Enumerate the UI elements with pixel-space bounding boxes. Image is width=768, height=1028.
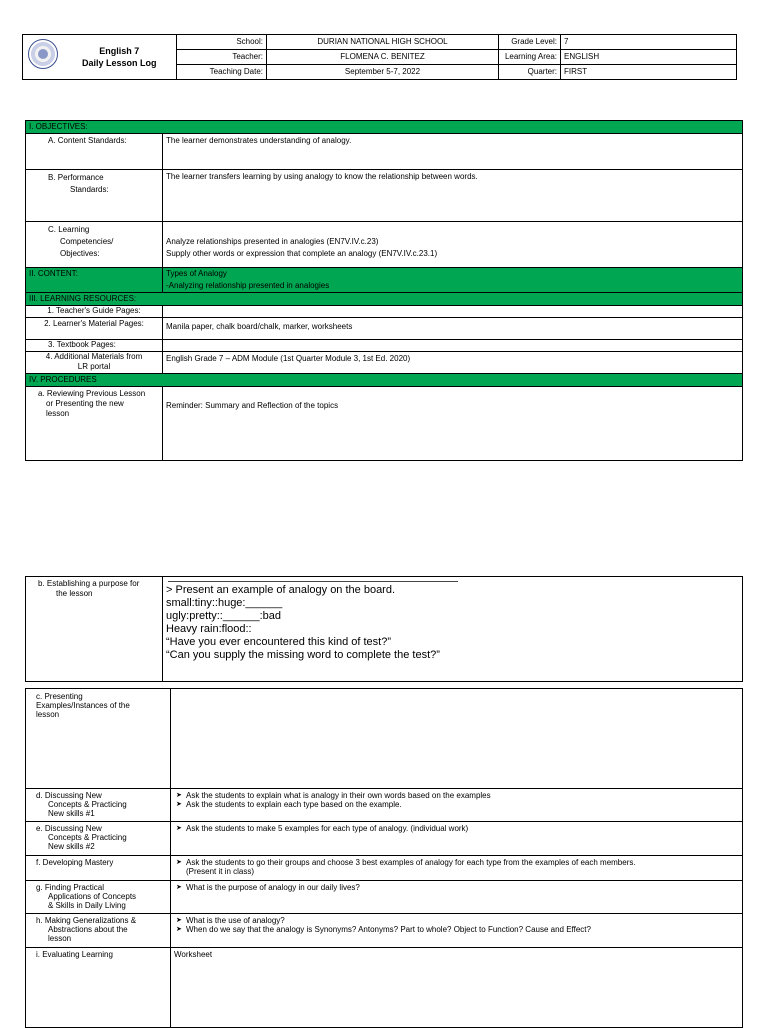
lesson-plan-table	[25, 120, 743, 461]
teaching-date-label: Teaching Date:	[177, 65, 267, 80]
deped-seal-cell	[23, 35, 63, 80]
presenting-examples-label-line2: Examples/Instances of the	[36, 701, 130, 710]
generalizations-bullet-2: ➤ When do we say that the analogy is Synonyms? Antonyms? Part to whole? Object to Function? Cause and Effect?	[174, 925, 739, 934]
generalizations-label-line1: h. Making Generalizations &	[36, 916, 137, 925]
performance-standards-label-line2: Standards:	[70, 185, 109, 194]
reviewing-lesson-label-line3: lesson	[46, 409, 70, 418]
performance-standards-label	[26, 170, 163, 222]
discussing-1-bullet-1: ➤ Ask the students to explain what is analogy in their own words based on the examples	[174, 791, 739, 800]
teachers-guide-value	[163, 306, 743, 318]
discussing-2-label-line1: e. Discussing New	[36, 824, 102, 833]
competencies-label	[26, 222, 163, 268]
performance-standards-label-line1: B. Performance	[48, 173, 104, 182]
discussing-1-label	[26, 789, 171, 822]
generalizations-value	[171, 914, 743, 948]
content-line-2: -Analyzing relationship presented in analogies	[166, 281, 330, 290]
additional-materials-label	[26, 352, 163, 374]
additional-materials-label-line1: 4. Additional Materials from	[45, 352, 143, 361]
purpose-value	[163, 577, 743, 682]
learning-resources-heading: III. LEARNING RESOURCES:	[26, 293, 743, 306]
textbook-pages-label: 3. Textbook Pages:	[26, 340, 163, 352]
performance-standards-value: The learner transfers learning by using analogy to know the relationship between words.	[163, 170, 743, 222]
presenting-examples-value	[171, 689, 743, 789]
additional-materials-value: English Grade 7 – ADM Module (1st Quarter Module 3, 1st Ed. 2020)	[163, 352, 743, 374]
competencies-value	[163, 222, 743, 268]
reviewing-lesson-label-line2: or Presenting the new	[46, 399, 124, 408]
content-standards-label: A. Content Standards:	[26, 134, 163, 170]
log-title-name: Daily Lesson Log	[81, 58, 157, 68]
procedures-table	[25, 688, 743, 1028]
competencies-label-line3: Objectives:	[60, 249, 100, 258]
school-label: School:	[177, 35, 267, 50]
purpose-rule	[168, 581, 458, 582]
purpose-line-5: “Have you ever encountered this kind of test?”	[166, 636, 392, 648]
discussing-1-label-line1: d. Discussing New	[36, 791, 102, 800]
content-heading: II. CONTENT:	[26, 268, 163, 293]
learning-area-value: ENGLISH	[561, 50, 737, 65]
learning-area-label: Learning Area:	[499, 50, 561, 65]
generalizations-label-line2: Abstractions about the	[48, 925, 128, 934]
competencies-label-line2: Competencies/	[60, 237, 114, 246]
developing-mastery-label-line1: f. Developing Mastery	[36, 858, 114, 867]
teacher-value: FLOMENA C. BENITEZ	[267, 50, 499, 65]
log-title	[63, 35, 177, 80]
content-standards-value: The learner demonstrates understanding of analogy.	[163, 134, 743, 170]
evaluating-learning-value: Worksheet	[171, 948, 743, 1028]
school-value: DURIAN NATIONAL HIGH SCHOOL	[267, 35, 499, 50]
developing-mastery-note: (Present it in class)	[186, 867, 255, 876]
competencies-label-line1: C. Learning	[48, 225, 90, 234]
developing-mastery-label	[26, 856, 171, 881]
practical-applications-label-line1: g. Finding Practical	[36, 883, 105, 892]
discussing-2-label-line2: Concepts & Practicing	[48, 833, 127, 842]
presenting-examples-label-line3: lesson	[36, 710, 60, 719]
presenting-examples-label	[26, 689, 171, 789]
content-line-1: Types of Analogy	[166, 269, 227, 278]
additional-materials-label-line2: LR portal	[77, 362, 111, 371]
developing-mastery-value	[171, 856, 743, 881]
practical-applications-label	[26, 881, 171, 914]
purpose-line-4: Heavy rain:flood::	[166, 623, 252, 635]
learners-material-label: 2. Learner's Material Pages:	[26, 318, 163, 340]
practical-applications-value	[171, 881, 743, 914]
log-title-subject: English 7	[99, 46, 140, 56]
teaching-date-value: September 5-7, 2022	[267, 65, 499, 80]
discussing-2-bullet-1: ➤ Ask the students to make 5 examples for each type of analogy. (individual work)	[174, 824, 739, 833]
teachers-guide-label: 1. Teacher's Guide Pages:	[26, 306, 163, 318]
generalizations-label-line3: lesson	[48, 934, 72, 943]
discussing-2-value	[171, 822, 743, 856]
competency-2: Supply other words or expression that complete an analogy (EN7V.IV.c.23.1)	[166, 249, 438, 258]
generalizations-label	[26, 914, 171, 948]
quarter-label: Quarter:	[499, 65, 561, 80]
grade-level-value: 7	[561, 35, 737, 50]
content-value	[163, 268, 743, 293]
textbook-pages-value	[163, 340, 743, 352]
discussing-2-label-line3: New skills #2	[48, 842, 95, 851]
purpose-line-1: > Present an example of analogy on the board.	[166, 584, 396, 596]
discussing-1-label-line2: Concepts & Practicing	[48, 800, 127, 809]
reviewing-lesson-label	[26, 387, 163, 461]
purpose-line-2: small:tiny::huge:______	[166, 597, 283, 609]
developing-mastery-bullet-1: ➤ Ask the students to go their groups and choose 3 best examples of analogy for each type from the examples of each members.	[174, 858, 739, 867]
learners-material-value: Manila paper, chalk board/chalk, marker, worksheets	[163, 318, 743, 340]
purpose-line-3: ugly:pretty::______:bad	[166, 610, 281, 622]
generalizations-bullet-1: ➤ What is the use of analogy?	[174, 916, 739, 925]
practical-applications-label-line3: & Skills in Daily Living	[48, 901, 126, 910]
purpose-label	[26, 577, 163, 682]
discussing-1-value	[171, 789, 743, 822]
deped-seal-icon	[28, 39, 58, 69]
discussing-1-bullet-2: ➤ Ask the students to explain each type based on the example.	[174, 800, 739, 809]
evaluating-learning-label-line1: i. Evaluating Learning	[36, 950, 113, 959]
grade-level-label: Grade Level:	[499, 35, 561, 50]
purpose-label-line1: b. Establishing a purpose for	[38, 579, 140, 588]
evaluating-learning-label	[26, 948, 171, 1028]
quarter-value: FIRST	[561, 65, 737, 80]
reviewing-lesson-label-line1: a. Reviewing Previous Lesson	[38, 389, 146, 398]
reviewing-lesson-value: Reminder: Summary and Reflection of the topics	[163, 387, 743, 461]
discussing-1-label-line3: New skills #1	[48, 809, 95, 818]
practical-applications-label-line2: Applications of Concepts	[48, 892, 137, 901]
teacher-label: Teacher:	[177, 50, 267, 65]
presenting-examples-label-line1: c. Presenting	[36, 692, 83, 701]
purpose-table	[25, 576, 743, 682]
discussing-2-label	[26, 822, 171, 856]
practical-applications-bullet-1: ➤ What is the purpose of analogy in our daily lives?	[174, 883, 739, 892]
objectives-heading: I. OBJECTIVES:	[26, 121, 743, 134]
purpose-label-line2: the lesson	[56, 589, 93, 598]
header-table	[22, 34, 737, 80]
competency-1: Analyze relationships presented in analogies (EN7V.IV.c.23)	[166, 237, 379, 246]
purpose-line-6: “Can you supply the missing word to complete the test?”	[166, 649, 440, 661]
procedures-heading: IV. PROCEDURES	[26, 374, 743, 387]
